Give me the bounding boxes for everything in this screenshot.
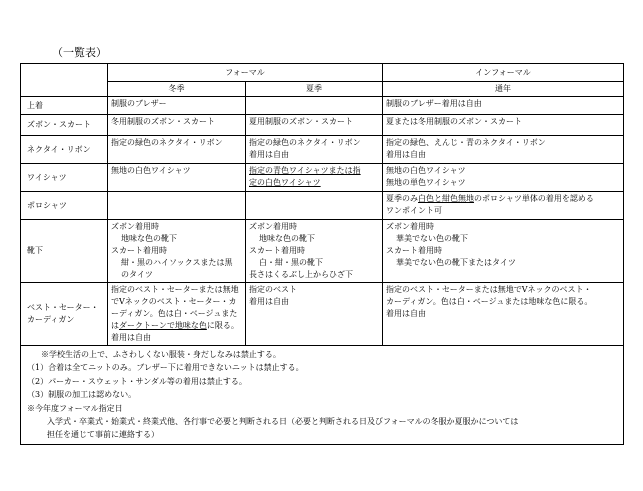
row-bottoms xyxy=(21,115,624,136)
header-informal: インフォーマル xyxy=(383,64,624,82)
cell-winter: 指定の緑色のネクタイ・リボン xyxy=(108,136,246,164)
header-formal: フォーマル xyxy=(108,64,383,82)
header-winter: 冬季 xyxy=(108,82,246,97)
cell-informal: 夏または冬用制服のズボン・スカート xyxy=(383,115,624,136)
cell-summer: 指定の緑色のネクタイ・リボン 着用は自由 xyxy=(246,136,383,164)
row-shirt xyxy=(21,164,624,192)
cell-informal: 指定の緑色、えんじ・青のネクタイ・リボン 着用は自由 xyxy=(383,136,624,164)
cell-summer: ズボン着用時 地味な色の靴下 スカート着用時 白・紺・黒の靴下 長さはくるぶし上からひざ下 xyxy=(246,220,383,283)
row-label: ポロシャツ xyxy=(21,192,108,220)
row-label: ネクタイ・リボン xyxy=(21,136,108,164)
cell-winter: 指定のベスト・セーターまたは無地でVネックのベスト・セーター・カーディガン。色は白・ベージュまたはダークトーンで地味な色に限る。着用は自由 xyxy=(108,283,246,346)
cell-summer: 夏用制服のズボン・スカート xyxy=(246,115,383,136)
row-socks xyxy=(21,220,624,283)
note-line: 担任を通じて事前に連絡する） xyxy=(47,430,159,440)
row-vest xyxy=(21,283,624,346)
row-jacket xyxy=(21,97,624,115)
header-summer: 夏季 xyxy=(246,82,383,97)
cell-winter: 無地の白色ワイシャツ xyxy=(108,164,246,192)
cell-summer xyxy=(246,97,383,115)
row-polo xyxy=(21,192,624,220)
row-tie xyxy=(21,136,624,164)
cell-summer: 指定の青色ワイシャツまたは指 定の白色ワイシャツ xyxy=(246,164,383,192)
row-label: 上着 xyxy=(21,97,108,115)
note-line: 入学式・卒業式・始業式・終業式他、各行事で必要と判断される日（必要と判断される日及びフォーマルの冬服か夏服かについては xyxy=(47,417,519,427)
cell-informal: 指定のベスト・セーターまたは無地でVネックのベスト・ カーディガン。色は白・ベージュまたは地味な色に限る。 着用は自由 xyxy=(383,283,624,346)
row-label: ズボン・スカート xyxy=(21,115,108,136)
row-label: ベスト・セーター・ カーディガン xyxy=(21,283,108,346)
cell-informal: 制服のブレザー着用は自由 xyxy=(383,97,624,115)
notes-row xyxy=(21,346,624,445)
cell-informal: 夏季のみ白色と紺色無地のポロシャツ単体の着用を認める ワンポイント可 xyxy=(383,192,624,220)
note-line: ※学校生活の上で、ふさわしくない服装・身だしなみは禁止する。 xyxy=(41,350,281,359)
cell-winter: 制服のブレザー xyxy=(108,97,246,115)
corner-cell xyxy=(21,64,108,97)
cell-winter xyxy=(108,192,246,220)
table-caption: （一覧表） xyxy=(52,46,107,59)
notes-cell xyxy=(21,346,624,445)
cell-winter: ズボン着用時 地味な色の靴下 スカート着用時 紺・黒のハイソックスまたは黒 のタイツ xyxy=(108,220,246,283)
uniform-rules-table xyxy=(20,63,624,445)
row-label: ワイシャツ xyxy=(21,164,108,192)
cell-summer: 指定のベスト 着用は自由 xyxy=(246,283,383,346)
note-line: （1）合着は全てニットのみ。ブレザー下に着用できないニットは禁止する。 xyxy=(27,363,304,373)
cell-summer xyxy=(246,192,383,220)
note-line: （2）パーカー・スウェット・サンダル等の着用は禁止する。 xyxy=(27,376,247,386)
cell-informal: ズボン着用時 華美でない色の靴下 スカート着用時 華美でない色の靴下またはタイツ xyxy=(383,220,624,283)
row-label: 靴下 xyxy=(21,220,108,283)
note-line: （3）制服の加工は認めない。 xyxy=(27,390,137,400)
header-allyear: 通年 xyxy=(383,82,624,97)
cell-winter: 冬用制服のズボン・スカート xyxy=(108,115,246,136)
note-line: ※今年度フォーマル指定日 xyxy=(27,403,123,413)
cell-informal: 無地の白色ワイシャツ 無地の単色ワイシャツ xyxy=(383,164,624,192)
